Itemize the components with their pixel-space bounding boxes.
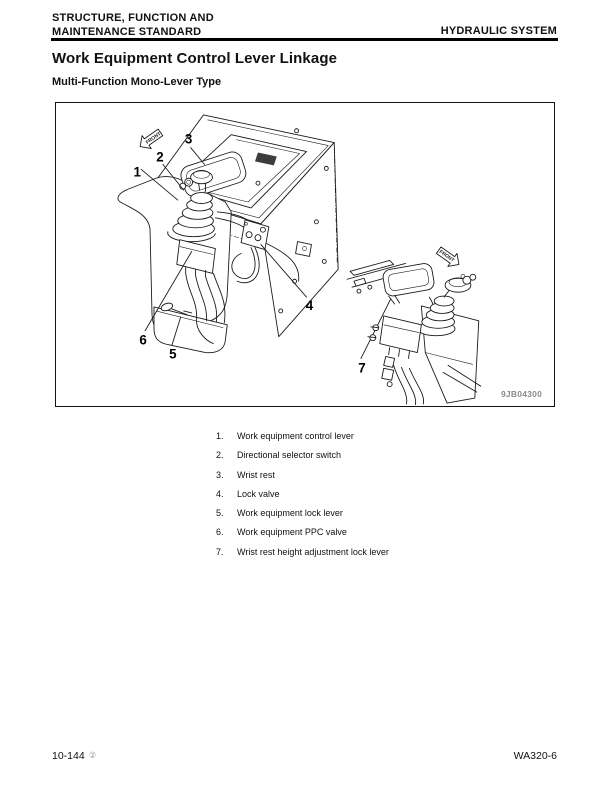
legend-item-6 — [216, 527, 389, 546]
callout-4: 4 — [305, 297, 314, 313]
panel-bracket — [296, 242, 312, 257]
legend-label: Wrist rest — [237, 469, 275, 480]
legend-label: Work equipment lock lever — [237, 508, 343, 519]
legend-item-1 — [216, 431, 389, 450]
legend-item-3 — [216, 470, 389, 489]
legend-num: 6. — [216, 527, 224, 538]
callout-3: 3 — [184, 131, 193, 147]
legend-label: Work equipment PPC valve — [237, 527, 347, 538]
legend-label: Lock valve — [237, 488, 280, 499]
page-subtitle: Multi-Function Mono-Lever Type — [52, 76, 222, 88]
legend-num: 4. — [216, 488, 224, 499]
legend-label: Directional selector switch — [237, 450, 342, 461]
callout-1: 1 — [133, 164, 141, 180]
header-line-2: MAINTENANCE STANDARD — [52, 26, 202, 38]
revision-mark: ② — [88, 750, 97, 760]
figure-drawing — [56, 103, 553, 405]
callout-7: 7 — [358, 360, 366, 376]
legend-label: Wrist rest height adjustment lock lever — [237, 546, 389, 557]
front-label-right: FRONT — [437, 249, 455, 264]
legend-list — [216, 431, 389, 566]
callout-6: 6 — [139, 332, 147, 348]
legend-num: 3. — [216, 469, 224, 480]
legend-item-7 — [216, 547, 389, 566]
legend-num: 1. — [216, 431, 224, 441]
legend-num: 5. — [216, 508, 224, 519]
header-rule — [51, 38, 558, 41]
header-section-title — [52, 11, 214, 39]
callout-5: 5 — [169, 346, 177, 362]
legend-label: Work equipment control lever — [237, 431, 354, 441]
callout-2: 2 — [156, 149, 164, 165]
valve-block-right — [380, 316, 422, 353]
legend-num: 2. — [216, 450, 224, 461]
header-line-1: STRUCTURE, FUNCTION AND — [52, 12, 214, 24]
front-label-left: FRONT — [145, 131, 163, 146]
legend-num: 7. — [216, 546, 224, 557]
footer-page-number: 10-144 ② — [52, 750, 97, 762]
page-title: Work Equipment Control Lever Linkage — [52, 50, 338, 67]
legend-item-5 — [216, 508, 389, 527]
footer-model: WA320-6 — [513, 750, 557, 762]
header-chapter-title: HYDRAULIC SYSTEM — [440, 25, 557, 37]
legend-item-4 — [216, 489, 389, 508]
figure-code: 9JB04300 — [500, 389, 543, 400]
legend-item-2 — [216, 450, 389, 469]
figure-frame — [55, 102, 555, 407]
